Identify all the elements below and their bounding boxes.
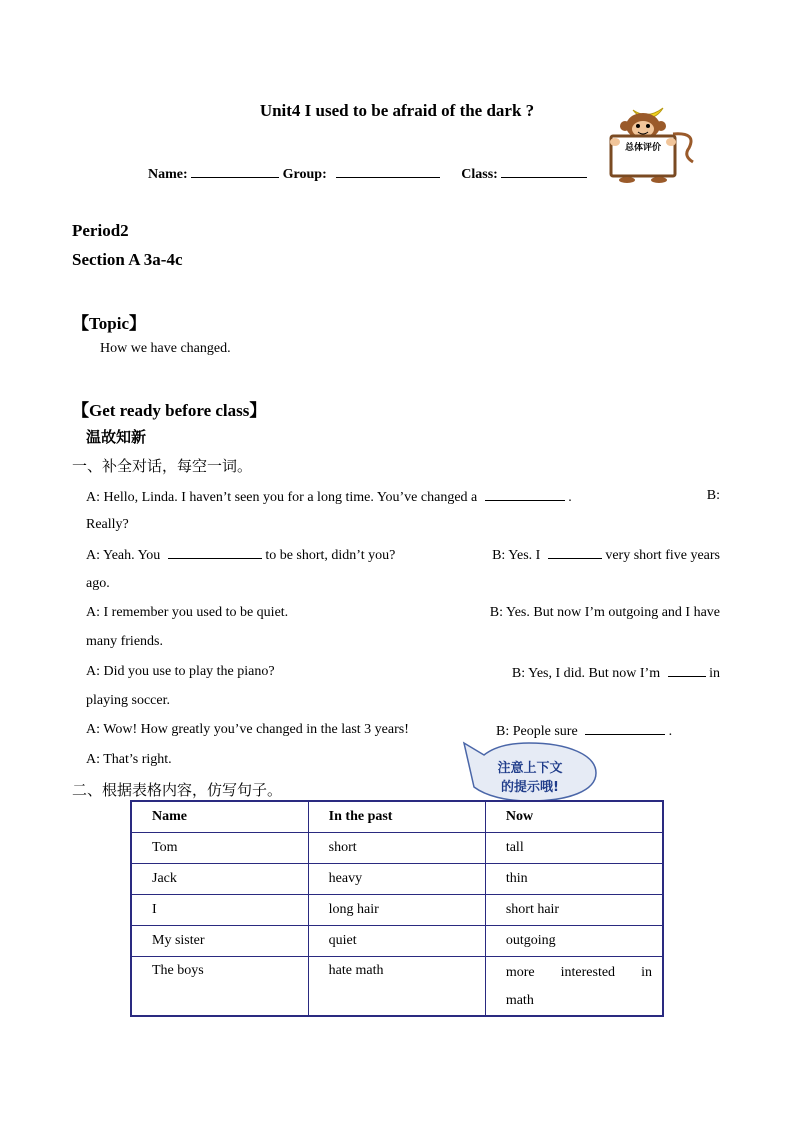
class-label: Class:	[461, 167, 498, 182]
column-header: Now	[485, 801, 663, 833]
dialogue-line-2: Really?	[86, 517, 129, 532]
cell-word: math	[505, 993, 534, 1008]
speaker-b-label: B:	[706, 488, 720, 503]
table-cell: outgoing	[485, 926, 663, 957]
table-cell: long hair	[308, 895, 485, 926]
table-cell: hate math	[308, 957, 485, 1017]
group-label: Group:	[282, 167, 327, 182]
table-cell: Jack	[131, 864, 308, 895]
table-cell	[485, 957, 663, 1017]
dialogue-line-6: many friends.	[86, 634, 163, 649]
table-cell: short	[308, 833, 485, 864]
table-header-row	[131, 801, 663, 833]
table-cell: My sister	[131, 926, 308, 957]
change-table	[130, 800, 664, 1017]
dialogue-text: B: People sure	[496, 724, 578, 739]
answer-blank-5[interactable]	[585, 720, 665, 735]
answer-blank-2[interactable]	[168, 544, 262, 559]
part2-heading: 二、根据表格内容，仿写句子。	[72, 781, 283, 799]
table-row	[131, 957, 663, 1017]
topic-text: How we have changed.	[100, 341, 231, 356]
table-row	[131, 864, 663, 895]
table-row	[131, 895, 663, 926]
hint-speech-bubble	[460, 741, 598, 801]
table-cell: I	[131, 895, 308, 926]
answer-blank-4[interactable]	[668, 662, 706, 677]
dialogue-text: in	[709, 666, 720, 681]
dialogue-text: A: Hello, Linda. I haven’t seen you for a long time. You’ve changed a	[86, 490, 478, 505]
dialogue-text: B: Yes. But now I’m outgoing and I have	[489, 605, 720, 620]
class-blank[interactable]	[501, 163, 587, 178]
dialogue-text: to be short, didn’t you?	[265, 548, 396, 563]
dialogue-text: A: Did you use to play the piano?	[86, 664, 275, 679]
table-row	[131, 833, 663, 864]
dialogue-text: B: Yes. I	[492, 548, 541, 563]
dialogue-line-9: A: Wow! How greatly you’ve changed in the last 3 years! B: People sure .	[86, 722, 673, 739]
student-info-line	[148, 163, 587, 183]
get-ready-heading: 【Get ready before class】	[72, 401, 267, 420]
hint-line-2: 的提示哦!	[501, 780, 559, 795]
dialogue-text: A: Yeah. You	[86, 548, 161, 563]
table-row	[131, 926, 663, 957]
table-cell: The boys	[131, 957, 308, 1017]
monkey-badge-illustration	[607, 104, 703, 184]
table-cell: quiet	[308, 926, 485, 957]
cell-word: interested	[560, 965, 616, 980]
dialogue-line-1: A: Hello, Linda. I haven’t seen you for a long time. You’ve changed a . B:	[86, 488, 720, 505]
review-subheading: 温故知新	[86, 428, 147, 446]
dialogue-text: A: I remember you used to be quiet.	[86, 605, 289, 620]
dialogue-line-5	[86, 603, 720, 623]
table-cell: heavy	[308, 864, 485, 895]
worksheet-title: Unit4 I used to be afraid of the dark ?	[259, 101, 535, 120]
dialogue-line-10: A: That’s right.	[86, 752, 172, 767]
part1-heading: 一、补全对话，每空一词。	[72, 457, 253, 475]
dialogue-text: A: Wow! How greatly you’ve changed in the last 3 years!	[86, 722, 409, 737]
topic-heading: 【Topic】	[72, 314, 147, 333]
cell-word: in	[641, 965, 652, 980]
dialogue-line-7	[86, 662, 720, 682]
hint-line-1: 注意上下文	[497, 761, 563, 776]
dialogue-text: very short five years	[605, 548, 720, 563]
name-label: Name:	[148, 167, 188, 182]
table-cell: thin	[485, 864, 663, 895]
column-header: In the past	[308, 801, 485, 833]
hint-text	[480, 759, 580, 797]
answer-blank-3[interactable]	[548, 544, 602, 559]
cell-word: more	[505, 965, 535, 980]
badge-label: 总体评价	[624, 143, 662, 153]
group-blank[interactable]	[336, 163, 440, 178]
table-cell: short hair	[485, 895, 663, 926]
section-label: Section A 3a-4c	[72, 250, 183, 269]
period-label: Period2	[72, 221, 129, 240]
answer-blank-1[interactable]	[485, 486, 565, 501]
dialogue-line-3	[86, 544, 720, 564]
dialogue-text: B: Yes, I did. But now I’m	[511, 666, 661, 681]
column-header: Name	[131, 801, 308, 833]
dialogue-line-4: ago.	[86, 576, 110, 591]
name-blank[interactable]	[191, 163, 279, 178]
table-cell: tall	[485, 833, 663, 864]
dialogue-line-8: playing soccer.	[86, 693, 170, 708]
table-cell: Tom	[131, 833, 308, 864]
